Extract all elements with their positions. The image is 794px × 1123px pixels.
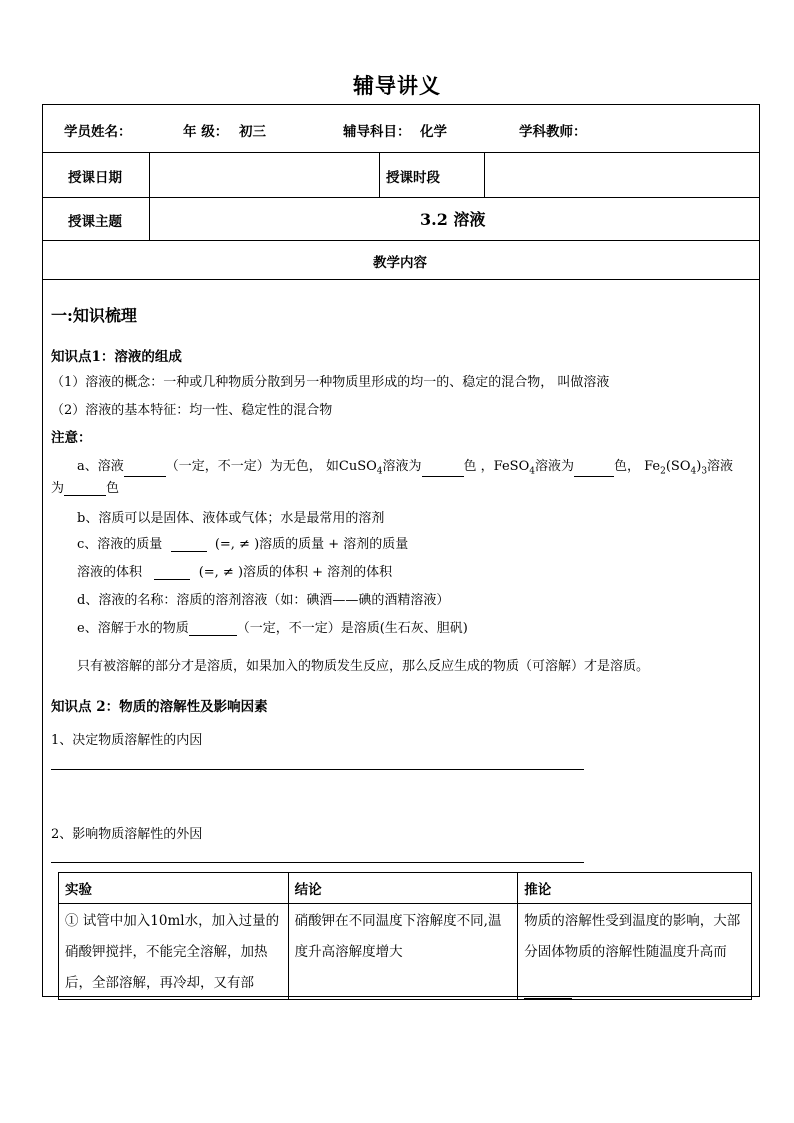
note-a-line: a、溶液 （一定，不一定）为无色， 如CuSO$_4$溶液为 色 ，FeSO$_4$溶液为 色， $Fe_2(SO_4)_3$溶液: [77, 459, 734, 477]
blank-a2[interactable]: [422, 462, 464, 477]
experiment-table: [58, 872, 752, 1000]
note-b-line: b、溶质可以是固体、液体或气体；水是最常用的溶剂: [77, 511, 385, 526]
blank-c1[interactable]: [171, 537, 207, 552]
experiment-cell: ① 试管中加入10ml水，加入过量的硝酸钾搅拌，不能完全溶解，加热后，全部溶解，再冷却，又有部: [59, 904, 289, 1000]
subject-label: 辅导科目：: [343, 124, 411, 140]
column-header-inference: 推论: [518, 873, 752, 904]
date-label: 授课日期: [68, 170, 122, 186]
topic-value: 3.2 溶液: [420, 210, 486, 229]
note-a-line-2: 为 色: [51, 481, 120, 496]
section-heading: 一:知识梳理: [51, 306, 137, 325]
point2-heading: 知识点 2：物质的溶解性及影响因素: [51, 699, 268, 715]
question-2-line: 2、影响物质溶解性的外因: [51, 827, 203, 842]
note-d-line: d、溶液的名称：溶质的溶剂溶液（如：碘酒——碘的酒精溶液）: [77, 593, 450, 608]
note-e-line: e、溶解于水的物质 （一定，不一定）是溶质(生石灰、胆矾): [77, 621, 468, 636]
note-c2-line: 溶液的体积 (=, ≠ )溶质的体积 + 溶剂的体积: [77, 565, 393, 580]
point1-heading: 知识点1：溶液的组成: [51, 349, 182, 365]
blank-a3[interactable]: [574, 462, 614, 477]
blank-c2[interactable]: [154, 565, 190, 580]
teaching-content-label: 教学内容: [373, 255, 427, 271]
answer-line-2[interactable]: [51, 862, 584, 863]
topic-label: 授课主题: [68, 214, 122, 230]
blank-e1[interactable]: [189, 621, 237, 636]
time-slot-label: 授课时段: [386, 170, 440, 186]
note-label: 注意：: [51, 430, 92, 446]
inference-cell: 物质的溶解性受到温度的影响，大部分固体物质的溶解性随温度升高而: [518, 904, 752, 1000]
feature-line: （2）溶液的基本特征：均一性、稳定性的混合物: [51, 403, 333, 418]
grade-value: 初三: [239, 124, 266, 140]
subject-value: 化学: [420, 124, 447, 140]
blank-inference[interactable]: [524, 984, 572, 999]
solute-note-line: 只有被溶解的部分才是溶质，如果加入的物质发生反应，那么反应生成的物质（可溶解）才是溶质。: [77, 659, 650, 674]
document-title: 辅导讲义: [353, 73, 441, 98]
column-header-conclusion: 结论: [288, 873, 518, 904]
grade-label: 年 级：: [183, 124, 229, 140]
student-name-label: 学员姓名：: [64, 124, 132, 140]
teacher-label: 学科教师：: [519, 124, 587, 140]
column-header-experiment: 实验: [59, 873, 289, 904]
table-header-row: [59, 873, 752, 904]
note-c-line: c、溶液的质量 (=, ≠ )溶质的质量 + 溶剂的质量: [77, 537, 409, 552]
blank-a1[interactable]: [124, 462, 166, 477]
question-1-line: 1、决定物质溶解性的内因: [51, 733, 203, 748]
blank-a4[interactable]: [64, 481, 106, 496]
lecture-frame: [42, 104, 760, 997]
table-row: [59, 904, 752, 1000]
concept-line: （1）溶液的概念：一种或几种物质分散到另一种物质里形成的均一的、稳定的混合物， 叫做溶液: [51, 375, 610, 390]
answer-line-1[interactable]: [51, 769, 584, 770]
conclusion-cell: 硝酸钾在不同温度下溶解度不同,温度升高溶解度增大: [288, 904, 518, 1000]
